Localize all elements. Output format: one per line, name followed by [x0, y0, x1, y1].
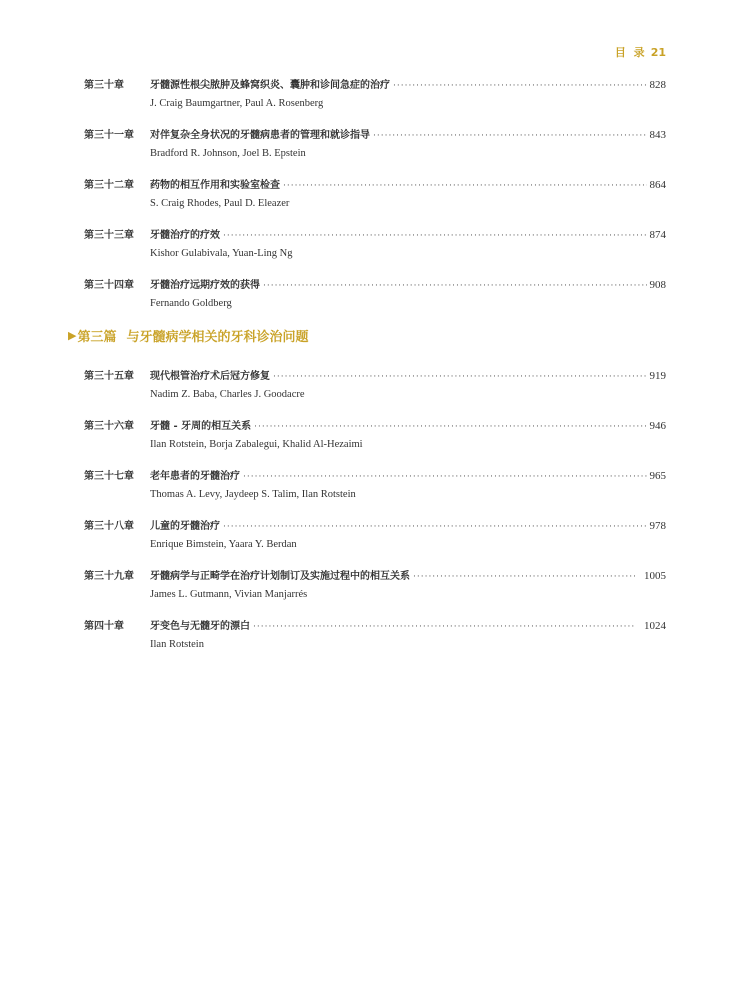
- chapter-title: 儿童的牙髓治疗: [150, 521, 220, 532]
- chapter-authors: S. Craig Rhodes, Paul D. Eleazer: [150, 198, 290, 209]
- toc-entry-line: [84, 226, 666, 246]
- chapter-authors: Bradford R. Johnson, Joel B. Epstein: [150, 148, 306, 159]
- chapter-authors: Enrique Bimstein, Yaara Y. Berdan: [150, 539, 297, 550]
- toc-entry[interactable]: [84, 176, 666, 212]
- toc-entry[interactable]: [84, 417, 666, 453]
- chapter-number: 第三十三章: [84, 230, 134, 241]
- chapter-title: 牙髓 - 牙周的相互关系: [150, 421, 252, 432]
- leader-dots: [253, 622, 635, 632]
- toc-entry[interactable]: [84, 367, 666, 403]
- toc-entry[interactable]: [84, 76, 666, 112]
- header-label: 目 录: [614, 46, 647, 59]
- table-of-contents: [68, 76, 666, 667]
- chapter-authors: Kishor Gulabivala, Yuan-Ling Ng: [150, 248, 293, 259]
- toc-entry-line: [84, 617, 666, 637]
- running-header: [615, 44, 666, 60]
- chapter-authors: J. Craig Baumgartner, Paul A. Rosenberg: [150, 98, 324, 109]
- page-number: 1024: [644, 620, 666, 632]
- page-number: 908: [649, 279, 666, 291]
- toc-entry[interactable]: [84, 226, 666, 262]
- page-number: 946: [649, 420, 666, 432]
- leader-dots: [263, 281, 647, 291]
- chapter-authors: Nadim Z. Baba, Charles J. Goodacre: [150, 389, 305, 400]
- toc-entry-line: [84, 567, 666, 587]
- leader-dots: [413, 572, 635, 582]
- chapter-title: 牙髓治疗的疗效: [150, 230, 220, 241]
- chapter-title: 老年患者的牙髓治疗: [150, 471, 240, 482]
- chapter-title: 牙髓治疗远期疗效的获得: [150, 280, 260, 291]
- chapter-authors: Fernando Goldberg: [150, 298, 232, 309]
- toc-entry[interactable]: [84, 517, 666, 553]
- leader-dots: [373, 131, 647, 141]
- chapter-number: 第三十一章: [84, 130, 134, 141]
- toc-entry[interactable]: [84, 126, 666, 162]
- part-number: 第三篇: [77, 330, 117, 345]
- leader-dots: [223, 231, 647, 241]
- chapter-authors: James L. Gutmann, Vivian Manjarrés: [150, 589, 308, 600]
- chapter-authors: Thomas A. Levy, Jaydeep S. Talim, Ilan Rotstein: [150, 489, 356, 500]
- chapter-number: 第三十二章: [84, 180, 134, 191]
- leader-dots: [223, 522, 647, 532]
- chapter-number: 第三十五章: [84, 371, 134, 382]
- toc-entry[interactable]: [84, 617, 666, 653]
- chapter-number: 第三十七章: [84, 471, 134, 482]
- chapter-title: 牙髓源性根尖脓肿及蜂窝织炎、囊肿和诊间急症的治疗: [150, 80, 390, 91]
- page-number: 978: [649, 520, 666, 532]
- page-number: 1005: [644, 570, 666, 582]
- leader-dots: [243, 472, 647, 482]
- chapter-number: 第三十四章: [84, 280, 134, 291]
- toc-entry[interactable]: [84, 276, 666, 312]
- chapter-authors: Ilan Rotstein, Borja Zabalegui, Khalid Al-Hezaimi: [150, 439, 363, 450]
- toc-entry-line: [84, 126, 666, 146]
- chapter-authors: Ilan Rotstein: [150, 639, 204, 650]
- triangle-marker-icon: ▶: [68, 329, 77, 342]
- leader-dots: [283, 181, 647, 191]
- page-number: 828: [649, 79, 666, 91]
- leader-dots: [273, 372, 647, 382]
- leader-dots: [254, 422, 646, 432]
- toc-entry-line: [84, 417, 666, 437]
- toc-entry-line: [84, 276, 666, 296]
- chapter-title: 药物的相互作用和实验室检查: [150, 180, 280, 191]
- chapter-number: 第三十章: [84, 80, 124, 91]
- chapter-number: 第三十六章: [84, 421, 134, 432]
- chapter-title: 牙变色与无髓牙的漂白: [150, 621, 250, 632]
- page-number: 843: [649, 129, 666, 141]
- chapter-title: 对伴复杂全身状况的牙髓病患者的管理和就诊指导: [150, 130, 370, 141]
- page-number: 864: [649, 179, 666, 191]
- chapter-number: 第三十八章: [84, 521, 134, 532]
- toc-entry[interactable]: [84, 467, 666, 503]
- toc-entry-line: [84, 467, 666, 487]
- leader-dots: [393, 81, 647, 91]
- page-number: 965: [649, 470, 666, 482]
- toc-entry-line: [84, 367, 666, 387]
- toc-entry-line: [84, 176, 666, 196]
- toc-entry-line: [84, 517, 666, 537]
- chapter-title: 牙髓病学与正畸学在治疗计划制订及实施过程中的相互关系: [150, 571, 410, 582]
- page-number: 919: [649, 370, 666, 382]
- header-page-number: 21: [650, 46, 666, 59]
- toc-entry-line: [84, 76, 666, 96]
- part-heading[interactable]: [68, 326, 666, 345]
- part-title: 与牙髓病学相关的牙科诊治问题: [126, 330, 309, 345]
- chapter-number: 第三十九章: [84, 571, 134, 582]
- chapter-number: 第四十章: [84, 621, 124, 632]
- toc-entry[interactable]: [84, 567, 666, 603]
- chapter-title: 现代根管治疗术后冠方修复: [150, 371, 270, 382]
- page-number: 874: [649, 229, 666, 241]
